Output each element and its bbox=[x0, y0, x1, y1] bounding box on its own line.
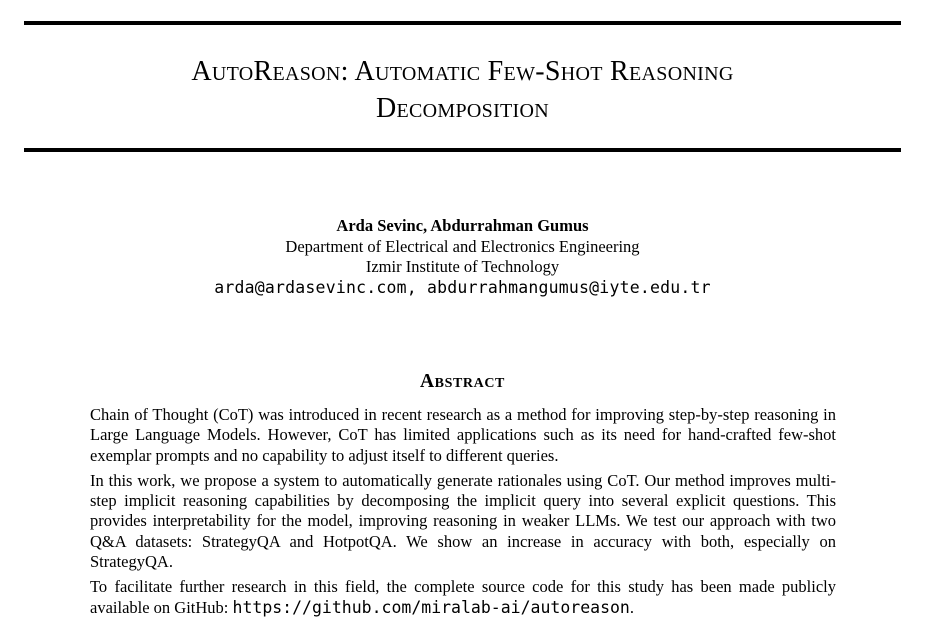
abstract-paragraph-2: In this work, we propose a system to automatically generate rationales using CoT. Our method improves multi-step implicit reasoning capabilities by decomposing the implicit query into several explicit questions. This provides interpretability for the model, improving reasoning in weaker LLMs. We test our approach with two Q&A datasets: StrategyQA and HotpotQA. We show an increase in accuracy with both, especially on StrategyQA. bbox=[90, 470, 836, 572]
author-emails: arda@ardasevinc.com, abdurrahmangumus@iyte.edu.tr bbox=[214, 277, 711, 297]
abstract-paragraph-1: Chain of Thought (CoT) was introduced in recent research as a method for improving step-by-step reasoning in Large Language Models. However, CoT has limited applications such as its need for hand-crafted few-shot exemplar prompts and no capability to adjust itself to different queries. bbox=[90, 405, 836, 465]
paper-title bbox=[24, 53, 901, 127]
abstract-body bbox=[90, 405, 836, 623]
paper-title-line2: Decomposition bbox=[375, 93, 550, 124]
paper-title-line1: AutoReason: Automatic Few-Shot Reasoning bbox=[191, 56, 734, 87]
abstract-paragraph-3-text: To facilitate further research in this field, the complete source code for this study has been made publicly available on GitHub: bbox=[90, 577, 836, 617]
abstract-paragraph-3-end: . bbox=[629, 597, 634, 617]
author-block bbox=[0, 216, 925, 298]
abstract-heading: Abstract bbox=[419, 371, 505, 392]
author-institution: Izmir Institute of Technology bbox=[365, 257, 560, 276]
bottom-rule bbox=[24, 148, 901, 152]
abstract-paragraph-3 bbox=[90, 577, 836, 618]
author-names: Arda Sevinc, Abdurrahman Gumus bbox=[336, 216, 589, 235]
author-department: Department of Electrical and Electronics Engineering bbox=[285, 236, 640, 256]
github-link[interactable]: https://github.com/miralab-ai/autoreason bbox=[232, 597, 630, 617]
top-rule bbox=[24, 21, 901, 25]
